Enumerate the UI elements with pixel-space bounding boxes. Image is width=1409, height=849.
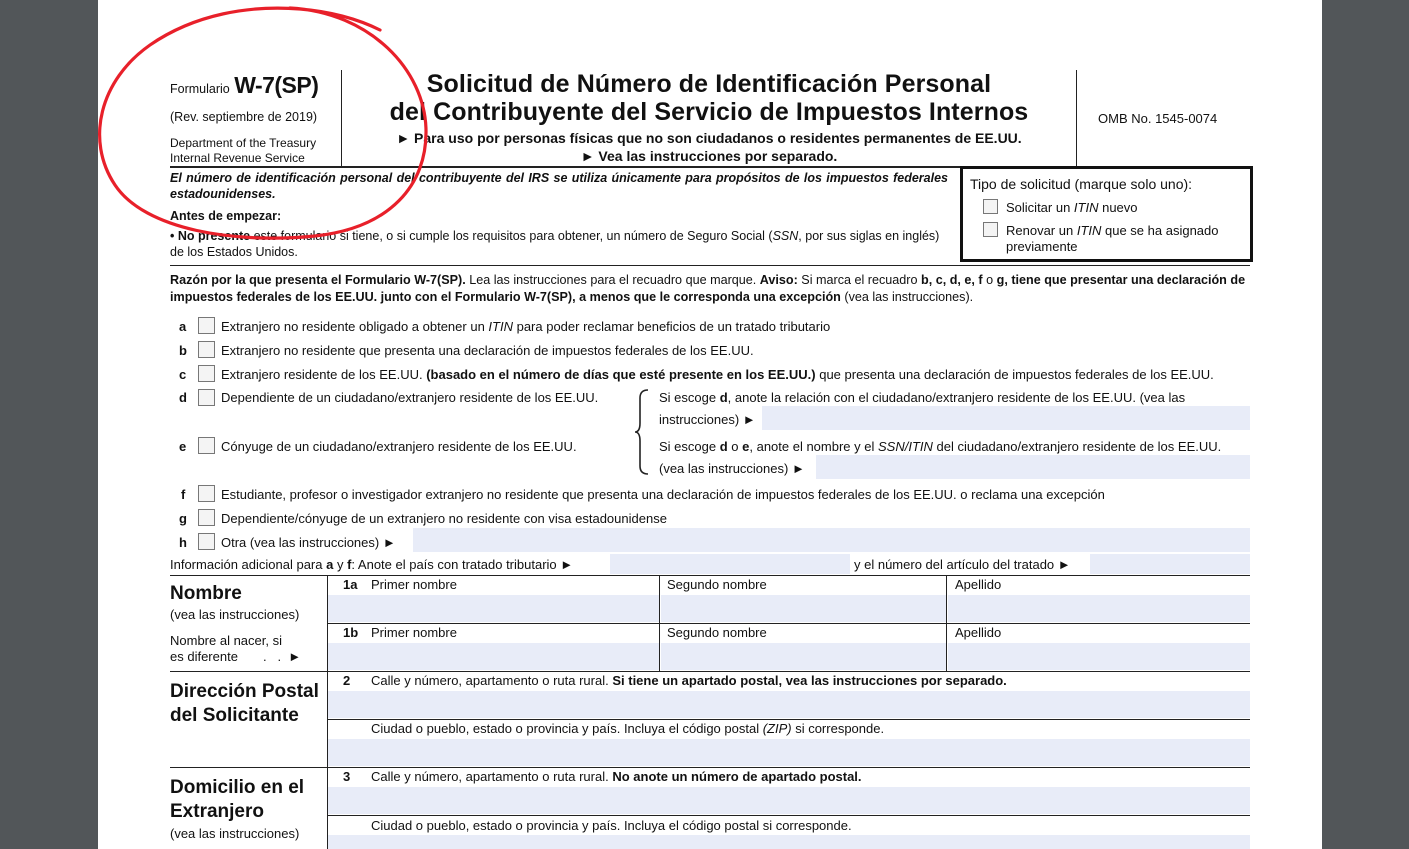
mailing-street-text: Calle y número, apartamento o ruta rural. [371, 673, 613, 688]
reason-r4: Si marca el recuadro [797, 273, 922, 287]
option-e-note-d: d [719, 439, 728, 454]
option-g-label: Dependiente/cónyuge de un extranjero no residente con visa estadounidense [221, 511, 667, 526]
option-g-letter: g [179, 511, 187, 526]
birth-middle-name-label: Segundo nombre [667, 625, 767, 640]
dept-line1: Department of the Treasury [170, 136, 317, 150]
line-1b: 1b [343, 625, 359, 640]
subtitle-use: ► Para uso por personas físicas que no son ciudadanos o residentes permanentes de EE.UU. [396, 130, 1022, 146]
foreign-street-bold: No anote un número de apartado postal. [612, 769, 862, 784]
additional-f: f [347, 557, 352, 572]
renew-itin-itin: ITIN [1076, 223, 1102, 238]
option-c-bold: (basado en el número de días que esté presente en los EE.UU.) [426, 367, 816, 382]
option-e-note4: (vea las instrucciones) ► [659, 461, 805, 476]
option-e-note2: , anote el nombre y el [749, 439, 878, 454]
birth-first-name-label: Primer nombre [371, 625, 457, 640]
option-a-t1: Extranjero no residente obligado a obtener un [221, 319, 489, 334]
option-e-note-e: e [742, 439, 750, 454]
line-3: 3 [343, 769, 351, 784]
option-a-letter: a [179, 319, 187, 334]
option-h-letter: h [179, 535, 187, 550]
form-word: Formulario [170, 82, 230, 96]
title-line1: Solicitud de Número de Identificación Personal [426, 70, 992, 98]
mailing-city-zip: (ZIP) [762, 721, 792, 736]
bullet-text-a: este formulario si tiene, o si cumple los requisitos para obtener, un número de Seguro Social ( [250, 229, 773, 243]
birth-last-name-label: Apellido [955, 625, 1002, 640]
bullet-ssn: SSN [772, 229, 799, 243]
reason-r6: o [982, 273, 997, 287]
renew-itin-b: que se ha asignado previamente [1006, 223, 1219, 254]
title-line2: del Contribuyente del Servicio de Impuestos Internos [389, 98, 1029, 126]
reason-r7: g, tiene que presentar una declaración de impuestos federales de los EE.UU. junto con el Formulario W-7(SP), a menos que le corresponda una excepción [170, 273, 1246, 304]
name-section-subtitle: (vea las instrucciones) [170, 607, 300, 622]
option-b-label: Extranjero no residente que presenta una declaración de impuestos federales de los EE.UU. [221, 343, 754, 358]
additional-a1: Información adicional para [170, 557, 327, 572]
option-f-label: Estudiante, profesor o investigador extranjero no residente que presenta una declaración de impuestos federales de los EE.UU. o reclama una excepción [221, 487, 1105, 502]
option-f-letter: f [181, 487, 186, 502]
option-d-note2: , anote la relación con el ciudadano/extranjero residente de los EE.UU. (vea las [727, 390, 1186, 405]
line-2: 2 [343, 673, 351, 688]
mailing-street-bold: Si tiene un apartado postal, vea las instrucciones por separado. [612, 673, 1007, 688]
new-itin-a: Solicitar un [1006, 200, 1074, 215]
birth-name-dots: . . ► [263, 649, 302, 664]
last-name-label: Apellido [955, 577, 1002, 592]
reason-r1: Razón por la que presenta el Formulario W-7(SP). [170, 273, 466, 287]
mailing-city1: Ciudad o pueblo, estado o provincia y país. Incluya el código postal [371, 721, 763, 736]
option-c-letter: c [179, 367, 187, 382]
additional-y: y [333, 557, 348, 572]
treaty-article-label: y el número del artículo del tratado ► [854, 557, 1071, 572]
birth-name-label1: Nombre al nacer, si [170, 633, 282, 648]
foreign-title2: Extranjero [170, 801, 264, 822]
before-title: Antes de empezar: [170, 209, 282, 223]
renew-itin-a: Renovar un [1006, 223, 1077, 238]
additional-a: a [326, 557, 334, 572]
option-d-label: Dependiente de un ciudadano/extranjero residente de los EE.UU. [221, 390, 599, 405]
option-b-letter: b [179, 343, 187, 358]
foreign-subtitle: (vea las instrucciones) [170, 826, 300, 841]
birth-name-label2: es diferente [170, 649, 238, 664]
subtitle-instructions: ► Vea las instrucciones por separado. [580, 148, 838, 164]
mailing-title1: Dirección Postal [170, 681, 319, 702]
option-c-t2: que presenta una declaración de impuestos federales de los EE.UU. [815, 367, 1214, 382]
new-itin-b: nuevo [1098, 200, 1138, 215]
first-name-label: Primer nombre [371, 577, 457, 592]
bullet-bold: • No presente [170, 229, 251, 243]
option-e-label: Cónyuge de un ciudadano/extranjero residente de los EE.UU. [221, 439, 577, 454]
option-c-t1: Extranjero residente de los EE.UU. [221, 367, 427, 382]
foreign-street-text: Calle y número, apartamento o ruta rural. [371, 769, 613, 784]
option-d-note-bold: d [719, 390, 728, 405]
reason-r2: Lea las instrucciones para el recuadro que marque. [465, 273, 760, 287]
dept-line2: Internal Revenue Service [170, 151, 305, 165]
reason-r8: (vea las instrucciones). [840, 290, 974, 304]
option-e-note1: Si escoge [659, 439, 720, 454]
middle-name-label: Segundo nombre [667, 577, 767, 592]
application-type-title: Tipo de solicitud (marque solo uno): [970, 176, 1193, 192]
option-e-note3: del ciudadano/extranjero residente de los EE.UU. [932, 439, 1222, 454]
option-h-label: Otra (vea las instrucciones) ► [221, 535, 396, 550]
name-section-title: Nombre [170, 583, 242, 604]
line-1a: 1a [343, 577, 358, 592]
additional-a2: : Anote el país con tratado tributario ► [351, 557, 574, 572]
option-a-t2: para poder reclamar beneficios de un tratado tributario [512, 319, 831, 334]
foreign-city-label: Ciudad o pueblo, estado o provincia y país. Incluya el código postal si corresponde. [371, 818, 852, 833]
option-a-itin: ITIN [488, 319, 513, 334]
option-d-note3: instrucciones) ► [659, 412, 756, 427]
revision-date: (Rev. septiembre de 2019) [170, 110, 318, 124]
foreign-title1: Domicilio en el [170, 777, 305, 798]
option-e-note-o: o [727, 439, 743, 454]
form-number: W-7(SP) [234, 72, 319, 98]
option-e-note-ssn: SSN/ITIN [878, 439, 933, 454]
mailing-title2: del Solicitante [170, 705, 299, 726]
new-itin-itin: ITIN [1073, 200, 1099, 215]
omb-number: OMB No. 1545-0074 [1098, 111, 1218, 126]
mailing-city2: si corresponde. [791, 721, 885, 736]
reason-r5: b, c, d, e, f [921, 273, 983, 287]
option-e-letter: e [179, 439, 187, 454]
bullet-text-b: , por sus siglas en inglés) de los Estados Unidos. [170, 229, 940, 259]
reason-r3: Aviso: [759, 273, 798, 287]
purpose-statement: El número de identificación personal del contribuyente del IRS se utiliza únicamente para propósitos de los impuestos federales estadounidenses. [170, 171, 948, 201]
option-d-note1: Si escoge [659, 390, 720, 405]
option-d-letter: d [179, 390, 187, 405]
